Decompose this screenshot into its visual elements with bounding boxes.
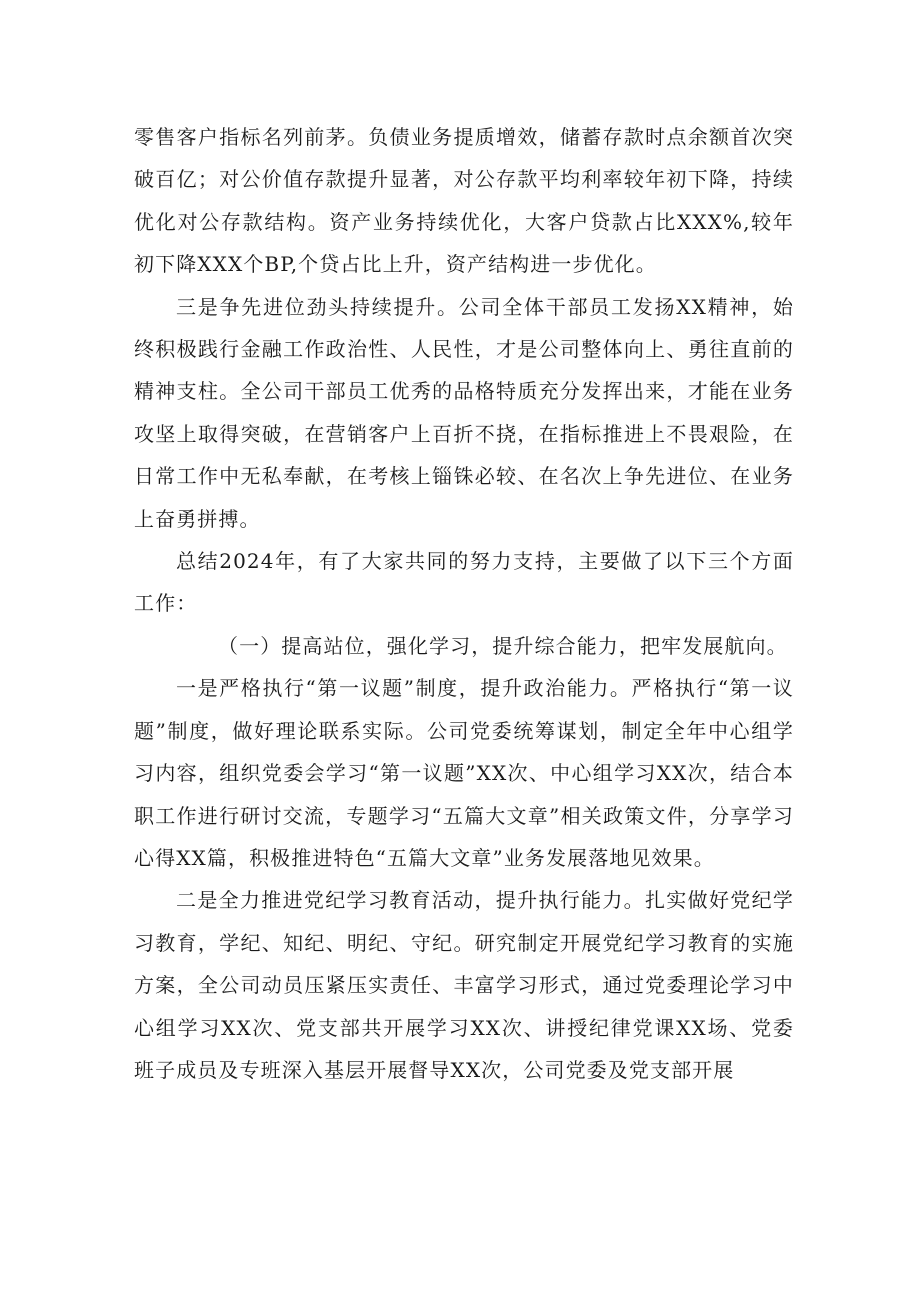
paragraph-summary-2024: 总结2024年，有了大家共同的努力支持，主要做了以下三个方面工作：: [134, 549, 794, 616]
paragraph-third-point: 三是争先进位劲头持续提升。公司全体干部员工发扬XX精神，始终积极践行金融工作政治性、人民性，才是公司整体向上、勇往直前的精神支柱。全公司干部员工优秀的品格特质充分发挥出来，才能在业务攻坚上取得突破，在营销客户上百折不挠，在指标推进上不畏艰险，在日常工作中无私奉献，在考核上锱铢必较、在名次上争先进位、在业务上奋勇拼搏。: [134, 294, 794, 531]
section-heading-one: （一）提高站位，强化学习，提升综合能力，把牢发展航向。: [218, 633, 788, 658]
paragraph-first-topic-system: 一是严格执行“第一议题”制度，提升政治能力。严格执行“第一议题”制度，做好理论联系实际。公司党委统筹谋划，制定全年中心组学习内容，组织党委会学习“第一议题”XX次、中心组学习XX次，结合本职工作进行研讨交流，专题学习“五篇大文章”相关政策文件，分享学习心得XX篇，积极推进特色“五篇大文章”业务发展落地见效果。: [134, 676, 794, 870]
paragraph-discipline-education: 二是全力推进党纪学习教育活动，提升执行能力。扎实做好党纪学习教育，学纪、知纪、明纪、守纪。研究制定开展党纪学习教育的实施方案，全公司动员压紧压实责任、丰富学习形式，通过党委理论学习中心组学习XX次、党支部共开展学习XX次、讲授纪律党课XX场、党委班子成员及专班深入基层开展督导XX次，公司党委及党支部开展: [134, 888, 794, 1082]
paragraph-retail-results: 零售客户指标名列前茅。负债业务提质增效，储蓄存款时点余额首次突破百亿；对公价值存款提升显著，对公存款平均利率较年初下降，持续优化对公存款结构。资产业务持续优化，大客户贷款占比XXX%,较年初下降XXX个BP,个贷占比上升，资产结构进一步优化。: [134, 125, 794, 277]
document-body: [134, 116, 794, 1091]
